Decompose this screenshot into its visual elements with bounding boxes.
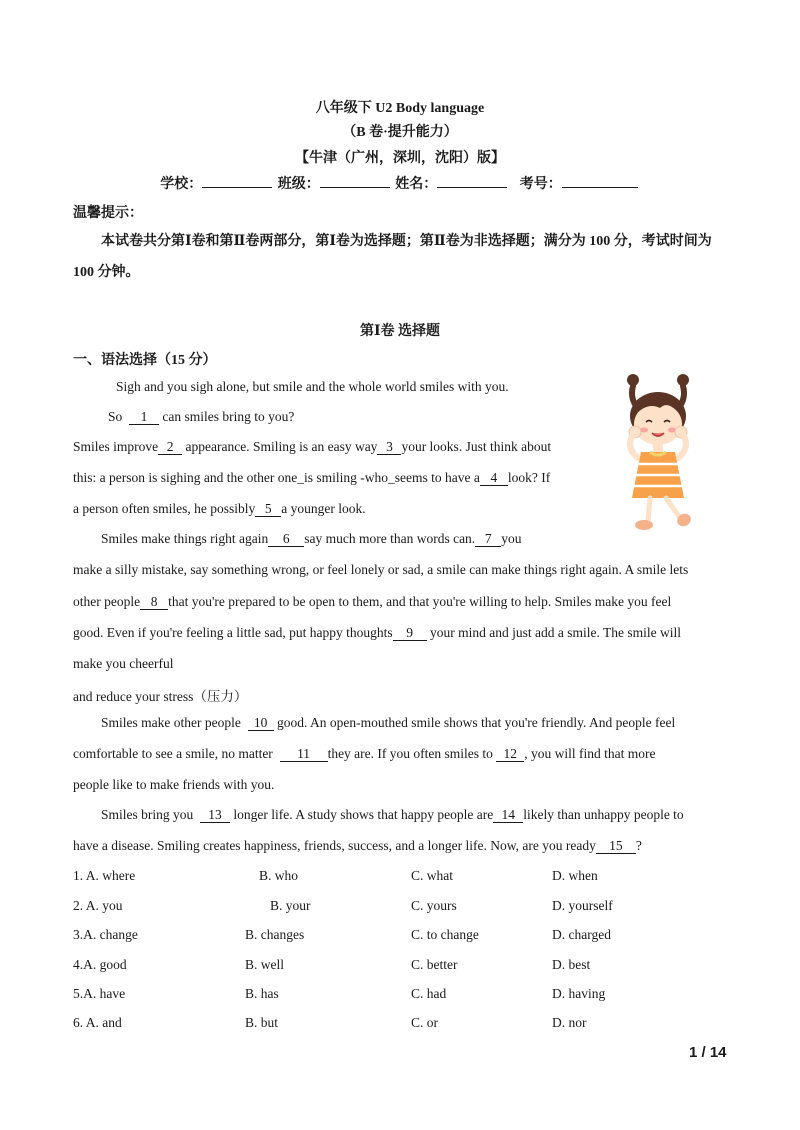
passage-text: Smiles make things right again bbox=[101, 531, 269, 546]
exam-edition: 【牛津（广州，深圳，沈阳）版】 bbox=[295, 151, 505, 166]
passage-line bbox=[73, 838, 642, 854]
passage-line: Sigh and you sigh alone, but smile and the whole world smiles with you. bbox=[116, 379, 509, 394]
blank-9: 9 bbox=[393, 626, 427, 641]
class-label: 班级： bbox=[277, 177, 320, 192]
blank-3: 3 bbox=[377, 440, 401, 455]
blank-1: 1 bbox=[129, 410, 159, 425]
passage-line bbox=[108, 409, 294, 425]
blank-5: 5 bbox=[255, 502, 281, 517]
passage-text: Smiles make other people bbox=[101, 715, 241, 730]
smiling-girl-illustration bbox=[608, 372, 704, 537]
blank-4: 4 bbox=[480, 471, 508, 486]
passage-text: So bbox=[108, 409, 123, 424]
passage-line bbox=[101, 807, 684, 823]
option-6a: 6. A. and bbox=[73, 1015, 122, 1030]
exam-no-label: 考号： bbox=[519, 177, 562, 192]
passage-text: Smiles improve bbox=[73, 439, 159, 454]
passage-line bbox=[73, 746, 656, 762]
option-4c: C. better bbox=[411, 957, 458, 972]
passage-line bbox=[73, 625, 681, 641]
passage-text: ? bbox=[635, 838, 642, 853]
passage-text: Smiles bring you bbox=[101, 807, 194, 822]
option-5a: 5.A. have bbox=[73, 986, 126, 1001]
blank-6: 6 bbox=[268, 532, 304, 547]
option-4b: B. well bbox=[245, 957, 284, 972]
exam-no-blank bbox=[562, 175, 638, 188]
option-5c: C. had bbox=[411, 986, 447, 1001]
blank-10: 10 bbox=[248, 716, 274, 731]
passage-text: this: a person is sighing and the other one_is smiling -who_seems to have a bbox=[73, 470, 480, 485]
option-3d: D. charged bbox=[552, 927, 611, 942]
blank-13: 13 bbox=[200, 808, 230, 823]
page-number: 1 / 14 bbox=[689, 1044, 727, 1061]
passage-line: make you cheerful bbox=[73, 656, 174, 671]
exam-subtitle: （B 卷·提升能力） bbox=[342, 125, 458, 140]
passage-text: comfortable to see a smile, no matter bbox=[73, 746, 273, 761]
option-3b: B. changes bbox=[245, 927, 305, 942]
option-6c: C. or bbox=[411, 1015, 438, 1030]
passage-text: you bbox=[501, 531, 522, 546]
option-1b: B. who bbox=[259, 868, 299, 883]
school-blank bbox=[202, 175, 272, 188]
option-1a: 1. A. where bbox=[73, 868, 136, 883]
passage-text: your mind and just add a smile. The smile will bbox=[430, 625, 681, 640]
option-2d: D. yourself bbox=[552, 898, 613, 913]
option-5b: B. has bbox=[245, 986, 279, 1001]
class-blank bbox=[320, 175, 390, 188]
option-2a: 2. A. you bbox=[73, 898, 123, 913]
passage-line bbox=[101, 531, 521, 547]
passage-text: say much more than words can. bbox=[304, 531, 476, 546]
school-label: 学校： bbox=[160, 177, 203, 192]
option-5d: D. having bbox=[552, 986, 606, 1001]
passage-line bbox=[101, 715, 675, 731]
option-2c: C. yours bbox=[411, 898, 457, 913]
option-4a: 4.A. good bbox=[73, 957, 127, 972]
passage-line bbox=[73, 594, 671, 610]
section-title: 一、语法选择（15 分） bbox=[73, 353, 217, 368]
blank-14: 14 bbox=[493, 808, 523, 823]
passage-text: look? If bbox=[507, 470, 551, 485]
option-6b: B. but bbox=[245, 1015, 279, 1030]
option-4d: D. best bbox=[552, 957, 591, 972]
passage-line: people like to make friends with you. bbox=[73, 777, 275, 792]
notice-label: 温馨提示： bbox=[73, 206, 143, 221]
option-6d: D. nor bbox=[552, 1015, 587, 1030]
passage-text: longer life. A study shows that happy people are bbox=[233, 807, 494, 822]
passage-text: good. An open-mouthed smile shows that you're friendly. And people feel bbox=[276, 715, 676, 730]
passage-line: make a silly mistake, say something wrong, or feel lonely or sad, a smile can make things right again. A smile lets bbox=[73, 562, 689, 577]
name-blank bbox=[437, 175, 507, 188]
option-3a: 3.A. change bbox=[73, 927, 138, 942]
passage-text: other people bbox=[73, 594, 141, 609]
passage-line bbox=[73, 439, 551, 455]
blank-2: 2 bbox=[158, 440, 182, 455]
passage-line: and reduce your stress（压力） bbox=[73, 689, 248, 704]
passage-text: can smiles bring to you? bbox=[162, 409, 295, 424]
blank-11: 11 bbox=[280, 747, 328, 762]
passage-text: good. Even if you're feeling a little sad, put happy thoughts bbox=[73, 625, 393, 640]
name-label: 姓名： bbox=[395, 177, 438, 192]
blank-7: 7 bbox=[475, 532, 501, 547]
passage-text: , you will find that more bbox=[524, 746, 656, 761]
passage-text: a person often smiles, he possibly bbox=[73, 501, 256, 516]
passage-text: that you're prepared to be open to them, and that you're willing to help. Smiles make you feel bbox=[168, 594, 672, 609]
blank-12: 12 bbox=[496, 747, 524, 762]
blank-15: 15 bbox=[596, 839, 636, 854]
passage-line bbox=[73, 501, 366, 517]
part-title: 第Ⅰ卷 选择题 bbox=[359, 324, 441, 339]
option-1d: D. when bbox=[552, 868, 598, 883]
student-info-fields bbox=[0, 173, 800, 193]
passage-text: likely than unhappy people to bbox=[523, 807, 684, 822]
option-3c: C. to change bbox=[411, 927, 479, 942]
passage-text: a younger look. bbox=[281, 501, 366, 516]
option-2b: B. your bbox=[270, 898, 311, 913]
passage-text: appearance. Smiling is an easy way bbox=[185, 439, 378, 454]
passage-line bbox=[73, 470, 550, 486]
passage-text: your looks. Just think about bbox=[401, 439, 552, 454]
notice-line-1: 本试卷共分第Ⅰ卷和第Ⅱ卷两部分，第Ⅰ卷为选择题；第Ⅱ卷为非选择题；满分为 100 分，考试时间为 bbox=[101, 234, 712, 249]
passage-text: they are. If you often smiles to bbox=[327, 746, 493, 761]
notice-line-2: 100 分钟。 bbox=[73, 265, 140, 280]
option-1c: C. what bbox=[411, 868, 453, 883]
passage-text: have a disease. Smiling creates happiness, friends, success, and a longer life. Now, are you ready bbox=[73, 838, 596, 853]
exam-title: 八年级下 U2 Body language bbox=[315, 101, 485, 116]
blank-8: 8 bbox=[140, 595, 168, 610]
